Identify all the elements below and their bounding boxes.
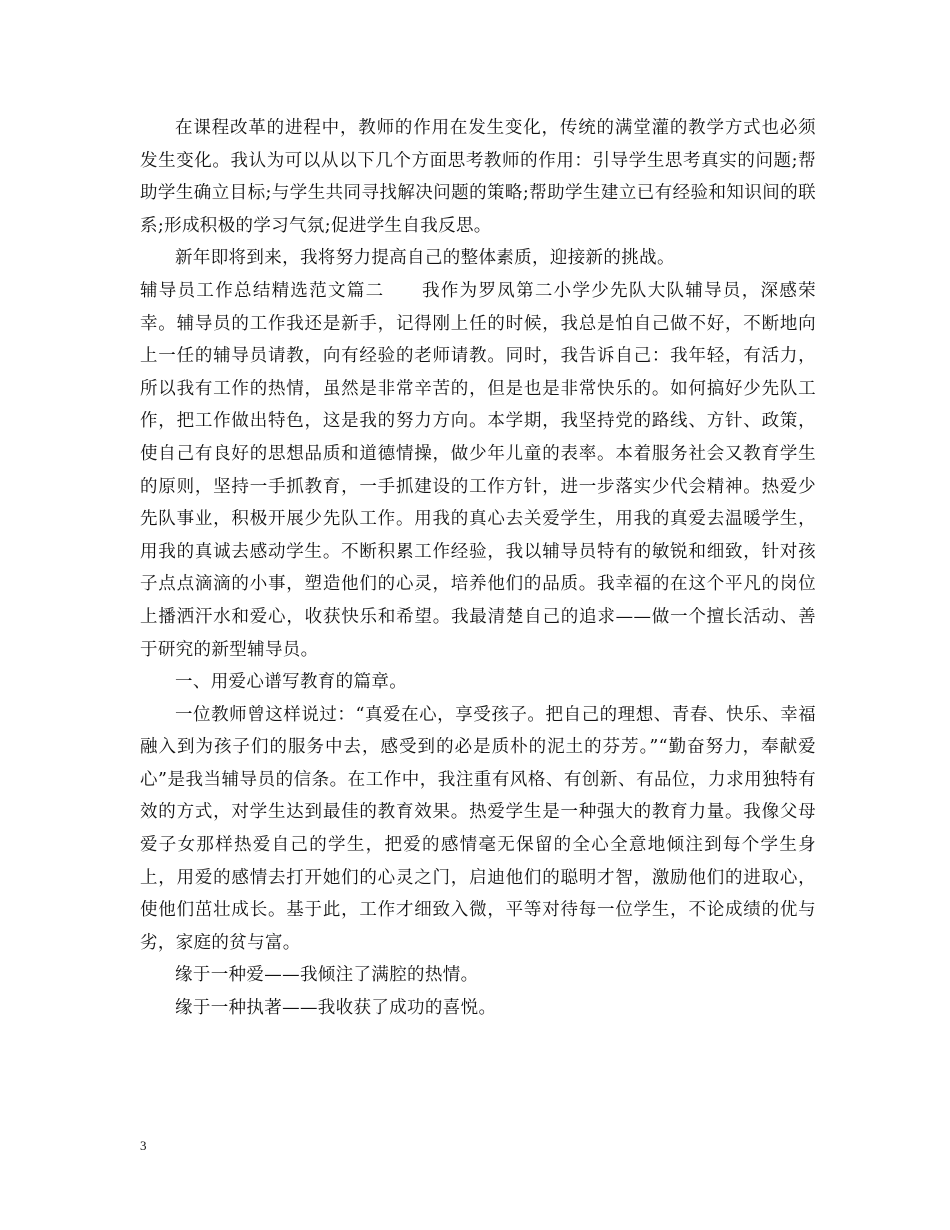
page-number: 3 [140, 1138, 147, 1153]
paragraph-new-year: 新年即将到来，我将努力提高自己的整体素质，迎接新的挑战。 [175, 248, 675, 269]
paragraph-teacher-quote: 一位教师曾这样说过：“真爱在心，享受孩子。把自己的理想、青春、快乐、幸福融入到为孩子们的服务中去，感受到的必是质朴的泥土的芬芳。”“勤奋努力，奉献爱心”是我当辅导员的信条。在工作中，我注重有风格、有创新、有品位，力求用独特有效的方式，对学生达到最佳的教育效果。热爱学生是一种强大的教育力量。我像父母爱子女那样热爱自己的学生，把爱的感情毫无保留的全心全意地倾注到每个学生身上，用爱的感情去打开她们的心灵之门，启迪他们的聪明才智，激励他们的进取心，使他们茁壮成长。基于此，工作才细致入微，平等对待每一位学生，不论成绩的优与劣，家庭的贫与富。 [140, 704, 816, 953]
paragraph-persistence-success: 缘于一种执著——我收获了成功的喜悦。 [175, 998, 497, 1019]
document-body [140, 112, 816, 1025]
paragraph-curriculum-reform: 在课程改革的进程中，教师的作用在发生变化，传统的满堂灌的教学方式也必须发生变化。我认为可以从以下几个方面思考教师的作用：引导学生思考真实的问题;帮助学生确立目标;与学生共同寻找解决问题的策略;帮助学生建立已有经验和知识间的联系;形成积极的学习气氛;促进学生自我反思。 [140, 118, 816, 236]
paragraph-love-passion: 缘于一种爱——我倾注了满腔的热情。 [175, 965, 479, 986]
paragraph-counselor-intro: 辅导员工作总结精选范文篇二 我作为罗凤第二小学少先队大队辅导员，深感荣幸。辅导员的工作我还是新手，记得刚上任的时候，我总是怕自己做不好，不断地向上一任的辅导员请教，向有经验的老师请教。同时，我告诉自己：我年轻，有活力，所以我有工作的热情，虽然是非常辛苦的，但是也是非常快乐的。如何搞好少先队工作，把工作做出特色，这是我的努力方向。本学期，我坚持党的路线、方针、政策，使自己有良好的思想品质和道德情操，做少年儿童的表率。本着服务社会又教育学生的原则，坚持一手抓教育，一手抓建设的工作方针，进一步落实少代会精神。热爱少先队事业，积极开展少先队工作。用我的真心去关爱学生，用我的真爱去温暖学生，用我的真诚去感动学生。不断积累工作经验，我以辅导员特有的敏锐和细致，针对孩子点点滴滴的小事，塑造他们的心灵，培养他们的品质。我幸福的在这个平凡的岗位上播洒汗水和爱心，收获快乐和希望。我最清楚自己的追求——做一个擅长活动、善于研究的新型辅导员。 [140, 280, 816, 660]
section-heading-love: 一、用爱心谱写教育的篇章。 [175, 672, 408, 693]
